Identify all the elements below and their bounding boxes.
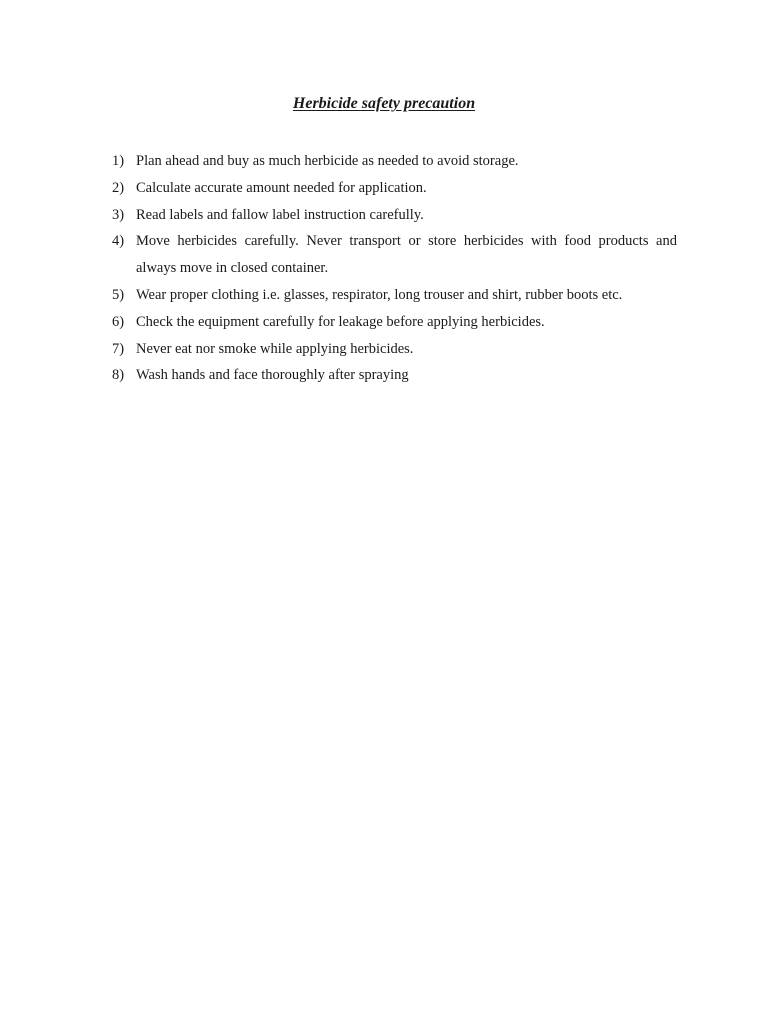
list-item-text: Wash hands and face thoroughly after spraying xyxy=(136,367,409,384)
precaution-list xyxy=(112,148,677,389)
list-item xyxy=(112,309,677,336)
document-title: Herbicide safety precaution xyxy=(292,95,476,112)
list-item-number: 8) xyxy=(112,367,125,384)
list-item-number: 2) xyxy=(112,179,125,196)
list-item-number: 7) xyxy=(112,340,125,357)
list-item-text: Move herbicides carefully. Never transport or store herbicides with food products and always move in closed container. xyxy=(136,233,677,277)
list-item xyxy=(112,228,677,282)
list-item-text: Read labels and fallow label instruction carefully. xyxy=(136,206,424,223)
list-item-number: 4) xyxy=(112,233,125,250)
list-item xyxy=(112,336,677,363)
list-item-number: 5) xyxy=(112,286,125,303)
list-item-number: 3) xyxy=(112,206,125,223)
list-item-text: Calculate accurate amount needed for application. xyxy=(136,179,427,196)
list-item-text: Plan ahead and buy as much herbicide as needed to avoid storage. xyxy=(136,153,519,169)
list-item xyxy=(112,175,677,202)
list-item-text: Wear proper clothing i.e. glasses, respirator, long trouser and shirt, rubber boots etc. xyxy=(136,286,623,303)
list-item-number: 6) xyxy=(112,313,125,330)
list-item xyxy=(112,282,677,309)
list-item-number: 1) xyxy=(112,153,125,169)
list-item xyxy=(112,202,677,229)
list-item-text: Check the equipment carefully for leakage before applying herbicides. xyxy=(136,313,545,330)
list-item-text: Never eat nor smoke while applying herbicides. xyxy=(136,340,414,357)
list-item xyxy=(112,148,677,175)
list-item xyxy=(112,362,677,389)
